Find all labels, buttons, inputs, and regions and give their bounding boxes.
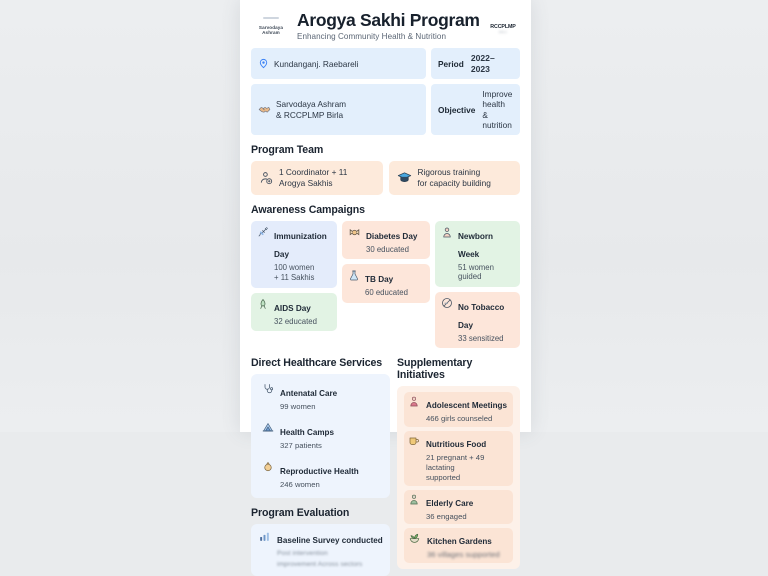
objective-value [482, 89, 513, 129]
team-card-training-text [418, 167, 491, 188]
team-0-line1: 1 Coordinator + 11 [279, 167, 348, 178]
girl-icon [408, 395, 420, 408]
page-subtitle: Enhancing Community Health & Nutrition [297, 32, 447, 42]
supp-0-sub1: 466 girls counseled [426, 414, 493, 424]
period-label: Period [438, 58, 464, 69]
flask-icon [348, 269, 360, 282]
user-add-icon [259, 171, 273, 185]
evaluation-title: Baseline Survey conducted [277, 536, 383, 546]
awareness-card-no-tobacco [435, 292, 520, 349]
period-cell [431, 48, 520, 79]
elderly-icon [408, 493, 420, 506]
supp-1-sub2: supported [426, 473, 461, 483]
section-heading-awareness: Awareness Campaigns [251, 203, 365, 216]
location-cell [251, 48, 426, 79]
partners-cell [251, 84, 426, 134]
section-heading-team: Program Team [251, 143, 324, 156]
team-1-line2: for capacity building [417, 177, 491, 188]
sarvodaya-ashram-logo [251, 17, 291, 36]
logo-right-line2: BIRLA [499, 31, 507, 35]
direct-item-reproductive-text [280, 461, 359, 490]
tent-icon [262, 422, 274, 434]
awareness-1-sub1: 32 educated [274, 316, 317, 326]
supplementary-column [397, 348, 520, 569]
section-heading-evaluation: Program Evaluation [251, 507, 350, 520]
direct-item-antenatal [258, 380, 383, 415]
awareness-4-title: Newborn Week [458, 231, 494, 259]
partners-text [276, 99, 346, 119]
awareness-1-title: AIDS Day [274, 303, 311, 313]
supplementary-item-adolescent [404, 392, 513, 427]
awareness-card-aids-text [274, 298, 317, 327]
awareness-card-newborn [435, 221, 520, 287]
direct-item-reproductive [258, 458, 383, 493]
direct-2-title: Reproductive Health [280, 466, 359, 476]
infographic-card [240, 0, 531, 569]
awareness-column-2 [342, 221, 430, 349]
mug-icon [408, 434, 420, 447]
logo-right-line1: RCCPLMP [490, 24, 516, 31]
header-text [297, 11, 480, 41]
direct-1-sub: 327 patients [280, 440, 322, 450]
map-pin-icon [258, 58, 269, 69]
logo-mark-icon [263, 17, 279, 19]
section-heading-supplementary: Supplementary Initiatives [397, 357, 473, 382]
supp-3-sub1: 36 villages supported [427, 550, 500, 560]
awareness-card-tb [342, 264, 430, 303]
awareness-0-title: Immunization Day [274, 231, 327, 259]
meta-row-location-period [251, 48, 520, 79]
awareness-grid [251, 221, 520, 349]
objective-line2: & nutrition [482, 109, 512, 130]
supp-0-title: Adolescent Meetings [426, 401, 507, 411]
supplementary-item-elderly [404, 490, 513, 525]
meta-row-partners-objective [251, 84, 520, 134]
direct-item-health-camps [258, 419, 383, 454]
handshake-icon [258, 103, 271, 116]
no-smoking-icon [441, 297, 453, 309]
bottom-columns [251, 348, 520, 576]
evaluation-panel [251, 524, 390, 576]
objective-cell [431, 84, 520, 134]
meta-grid [251, 48, 520, 134]
awareness-card-no-tobacco-text [458, 297, 514, 344]
direct-0-title: Antenatal Care [280, 389, 338, 399]
direct-services-panel [251, 374, 390, 498]
evaluation-text [277, 530, 383, 570]
awareness-2-sub1: 30 educated [366, 244, 409, 254]
candy-icon [348, 226, 361, 239]
rccplmp-logo [486, 18, 520, 34]
header [251, 9, 520, 48]
supp-1-title: Nutritious Food [426, 439, 487, 449]
awareness-3-title: TB Day [365, 275, 394, 285]
awareness-0-sub2: + 11 Sakhis [274, 273, 315, 283]
supplementary-item-adolescent-text [426, 395, 507, 424]
bar-chart-icon [258, 530, 271, 543]
supplementary-item-nutritious-food [404, 431, 513, 486]
partners-line1: Sarvodaya Ashram [276, 99, 347, 110]
location-text: Kundanganj. Raebareli [274, 58, 359, 69]
plant-bowl-icon [408, 531, 421, 544]
direct-1-title: Health Camps [280, 427, 334, 437]
supplementary-item-kitchen-gardens [404, 528, 513, 563]
supplementary-item-elderly-text [426, 493, 473, 522]
supp-1-sub1: 21 pregnant + 49 lactating [426, 452, 485, 472]
objective-line1: Improve health [482, 89, 513, 110]
awareness-card-immunization-text [274, 226, 331, 283]
direct-2-sub: 246 women [280, 479, 320, 489]
logo-left-line2: Ashram [262, 29, 280, 35]
period-value: 2022–2023 [470, 53, 495, 74]
awareness-0-sub1: 100 women [274, 262, 315, 272]
team-card-coordinator-text [279, 167, 347, 188]
team-0-line2: Arogya Sakhis [279, 177, 333, 188]
direct-item-antenatal-text [280, 383, 337, 412]
direct-0-sub: 99 women [280, 402, 316, 412]
team-cards [251, 161, 520, 195]
logo-left-line1: Sarvodaya [258, 24, 284, 30]
direct-services-column [251, 348, 390, 576]
team-card-training [389, 161, 521, 195]
objective-label: Objective [438, 104, 476, 115]
section-heading-direct: Direct Healthcare Services [251, 357, 383, 370]
baby-icon [441, 226, 453, 239]
awareness-5-sub1: 33 sensitized [458, 333, 504, 343]
graduation-cap-icon [397, 170, 412, 185]
stethoscope-icon [262, 383, 274, 395]
awareness-column-3 [435, 221, 520, 349]
supp-2-sub1: 36 engaged [426, 511, 467, 521]
awareness-5-title: No Tobacco Day [458, 302, 505, 330]
evaluation-blur-line2: improvement Across sectors [277, 561, 363, 569]
direct-item-health-camps-text [280, 422, 334, 451]
supplementary-item-kitchen-gardens-text [427, 531, 500, 560]
page-title: Arogya Sakhi Program [297, 10, 480, 30]
awareness-card-newborn-text [458, 226, 514, 282]
awareness-4-sub1: 51 women guided [458, 262, 494, 282]
awareness-2-title: Diabetes Day [366, 231, 418, 241]
awareness-card-tb-text [365, 269, 408, 298]
supplementary-panel [397, 386, 520, 569]
awareness-column-1 [251, 221, 337, 349]
supp-3-title: Kitchen Gardens [427, 537, 492, 547]
partners-line2: & RCCPLMP Birla [276, 109, 344, 120]
awareness-3-sub1: 60 educated [365, 288, 408, 298]
evaluation-item [258, 530, 383, 570]
supplementary-item-nutritious-food-text [426, 434, 509, 483]
team-card-coordinator [251, 161, 383, 195]
evaluation-blur-line1: Post intervention [277, 550, 328, 558]
shield-health-icon [262, 461, 274, 473]
awareness-card-diabetes [342, 221, 430, 260]
supp-2-title: Elderly Care [426, 498, 474, 508]
ribbon-icon [257, 298, 269, 310]
awareness-card-diabetes-text [366, 226, 417, 255]
awareness-card-aids [251, 293, 337, 332]
awareness-card-immunization [251, 221, 337, 288]
team-1-line1: Rigorous training [417, 167, 481, 178]
syringe-icon [257, 226, 269, 238]
